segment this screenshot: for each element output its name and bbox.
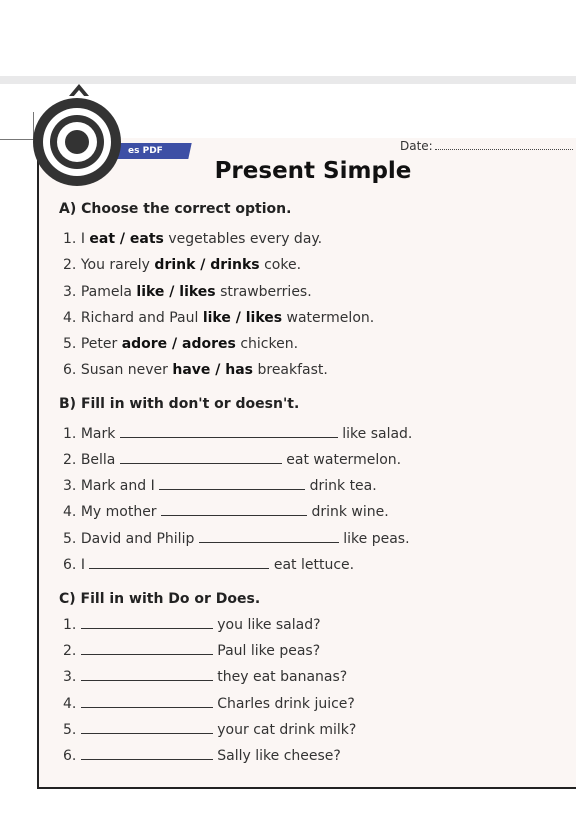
- section-b-heading: B) Fill in with don't or doesn't.: [59, 396, 300, 412]
- pdf-badge: [116, 143, 191, 159]
- list-item: [63, 616, 321, 633]
- item-text: breakfast.: [257, 362, 328, 378]
- list-item: [63, 556, 354, 573]
- item-text: I: [80, 557, 85, 573]
- item-number: 2.: [63, 452, 77, 468]
- answer-blank[interactable]: [161, 503, 307, 516]
- pdf-badge-text: es PDF: [128, 146, 163, 156]
- item-option: adore / adores: [121, 336, 236, 352]
- item-text: Susan never: [80, 362, 168, 378]
- item-text: Mark and I: [80, 478, 155, 494]
- item-text: You rarely: [80, 257, 150, 273]
- item-text: drink tea.: [309, 478, 377, 494]
- item-text: Richard and Paul: [80, 310, 199, 326]
- date-label: Date:: [400, 139, 433, 153]
- item-text: Sally like cheese?: [217, 748, 341, 764]
- item-option: eat / eats: [89, 231, 164, 247]
- list-item: [63, 530, 410, 547]
- item-text: eat lettuce.: [273, 557, 355, 573]
- list-item: [63, 284, 312, 300]
- list-item: [63, 310, 374, 326]
- item-number: 1.: [63, 231, 77, 247]
- item-text: they eat bananas?: [217, 669, 348, 685]
- date-field: [400, 139, 573, 153]
- item-number: 1.: [63, 426, 77, 442]
- answer-blank[interactable]: [120, 425, 338, 438]
- item-text: eat watermelon.: [286, 452, 402, 468]
- item-number: 2.: [63, 643, 77, 659]
- list-item: [63, 477, 377, 494]
- item-option: have / has: [172, 362, 254, 378]
- worksheet-title: Present Simple: [214, 158, 412, 184]
- item-text: vegetables every day.: [168, 231, 323, 247]
- answer-blank[interactable]: [81, 668, 213, 681]
- item-option: drink / drinks: [154, 257, 260, 273]
- target-icon[interactable]: [33, 98, 121, 186]
- answer-blank[interactable]: [89, 556, 269, 569]
- item-number: 1.: [63, 617, 77, 633]
- caret-up-icon-inner: [73, 90, 85, 97]
- list-item: [63, 362, 328, 378]
- item-option: like / likes: [136, 284, 216, 300]
- item-text: David and Philip: [80, 531, 195, 547]
- answer-blank[interactable]: [159, 477, 305, 490]
- answer-blank[interactable]: [81, 747, 213, 760]
- item-number: 5.: [63, 336, 77, 352]
- item-text: coke.: [264, 257, 302, 273]
- item-text: Paul like peas?: [217, 643, 321, 659]
- item-text: Peter: [80, 336, 118, 352]
- item-text: My mother: [80, 504, 157, 520]
- list-item: [63, 695, 355, 712]
- item-number: 6.: [63, 748, 77, 764]
- item-text: Pamela: [80, 284, 132, 300]
- item-option: like / likes: [202, 310, 283, 326]
- target-center: [65, 130, 89, 154]
- list-item: [63, 503, 389, 520]
- answer-blank[interactable]: [199, 530, 339, 543]
- list-item: [63, 721, 356, 738]
- item-text: Bella: [80, 452, 116, 468]
- item-text: you like salad?: [217, 617, 321, 633]
- item-number: 3.: [63, 284, 77, 300]
- item-number: 4.: [63, 504, 77, 520]
- item-number: 3.: [63, 478, 77, 494]
- item-text: Charles drink juice?: [217, 696, 355, 712]
- item-number: 6.: [63, 362, 77, 378]
- answer-blank[interactable]: [120, 451, 282, 464]
- list-item: [63, 747, 341, 764]
- item-text: drink wine.: [311, 504, 389, 520]
- item-text: chicken.: [240, 336, 299, 352]
- item-number: 4.: [63, 310, 77, 326]
- list-item: [63, 668, 347, 685]
- list-item: [63, 257, 301, 273]
- item-text: watermelon.: [286, 310, 375, 326]
- list-item: [63, 231, 322, 247]
- item-number: 2.: [63, 257, 77, 273]
- item-text: Mark: [80, 426, 116, 442]
- item-text: I: [80, 231, 85, 247]
- list-item: [63, 425, 412, 442]
- item-number: 4.: [63, 696, 77, 712]
- answer-blank[interactable]: [81, 695, 213, 708]
- item-text: strawberries.: [220, 284, 312, 300]
- answer-blank[interactable]: [81, 616, 213, 629]
- top-band: [0, 76, 576, 84]
- item-number: 5.: [63, 722, 77, 738]
- item-text: like salad.: [342, 426, 413, 442]
- item-text: like peas.: [343, 531, 410, 547]
- item-number: 6.: [63, 557, 77, 573]
- answer-blank[interactable]: [81, 721, 213, 734]
- list-item: [63, 642, 320, 659]
- list-item: [63, 451, 401, 468]
- section-c-heading: C) Fill in with Do or Does.: [59, 591, 261, 607]
- item-number: 5.: [63, 531, 77, 547]
- item-number: 3.: [63, 669, 77, 685]
- section-a-heading: A) Choose the correct option.: [59, 201, 292, 217]
- answer-blank[interactable]: [81, 642, 213, 655]
- list-item: [63, 336, 298, 352]
- date-line: [435, 139, 573, 150]
- item-text: your cat drink milk?: [217, 722, 357, 738]
